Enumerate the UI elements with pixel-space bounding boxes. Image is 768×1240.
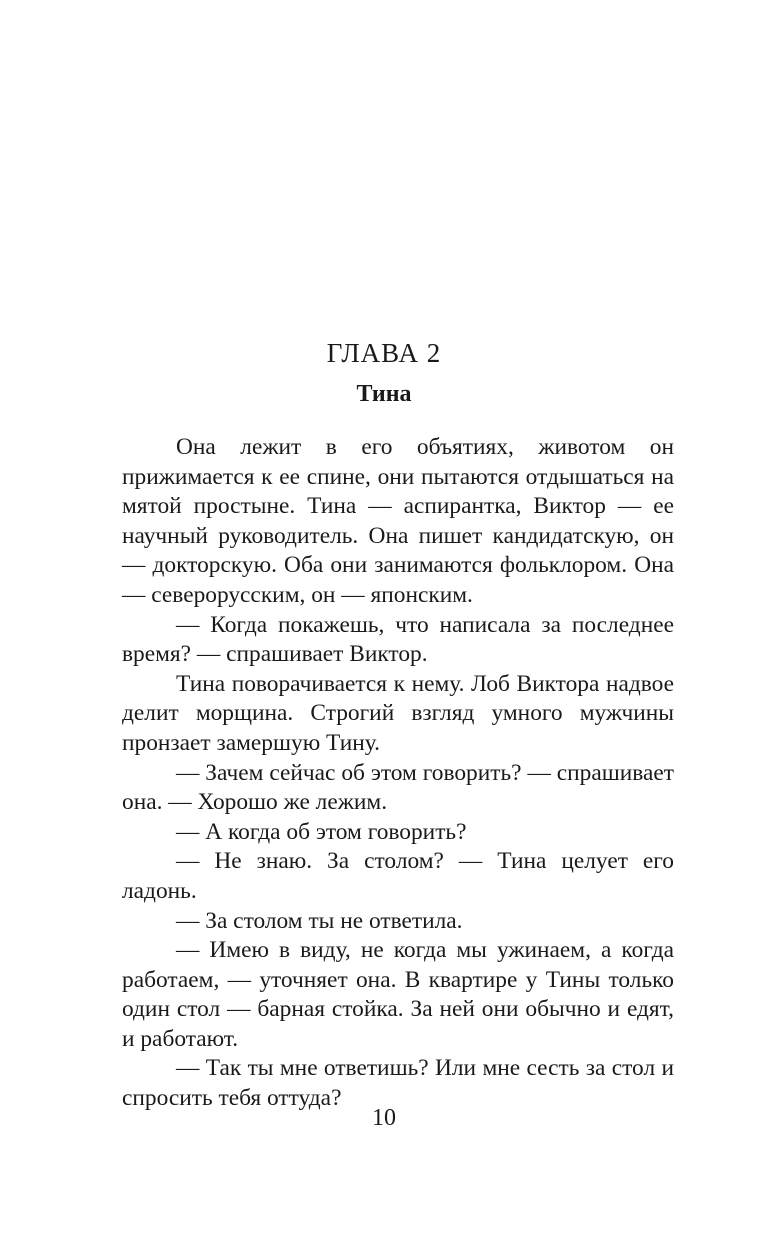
paragraph: — За столом ты не ответила.	[176, 907, 463, 934]
chapter-body	[122, 433, 674, 1114]
paragraph: — Зачем сейчас об этом говорить? — спрашивает она. — Хорошо же лежим.	[122, 759, 674, 816]
paragraph: — А когда об этом говорить?	[176, 818, 467, 845]
paragraph: — Когда покажешь, что написала за последнее время? — спрашивает Виктор.	[122, 611, 674, 668]
paragraph: — Не знаю. За столом? — Тина целует его ладонь.	[122, 848, 674, 904]
paragraph: — Имею в виду, не когда мы ужинаем, а когда работаем, — уточняет она. В квартире у Тины только один стол — барная стойка. За ней они обычно и едят, и работают.	[122, 937, 674, 1052]
paragraph: Она лежит в его объятиях, животом он прижимается к ее спине, они пытаются отдышаться на мятой простыне. Тина — аспирантка, Виктор — ее научный руководитель. Она пишет кандидатскую, он — докторскую. Оба они занимаются фольклором. Она — северорусским, он — японским.	[122, 434, 674, 608]
paragraph: Тина поворачивается к нему. Лоб Виктора надвое делит морщина. Строгий взгляд умного мужчины пронзает замершую Тину.	[122, 670, 674, 756]
page-number: 10	[372, 1105, 396, 1131]
paragraph: — Так ты мне ответишь? Или мне сесть за стол и спросить тебя оттуда?	[122, 1055, 674, 1112]
chapter-title: ГЛАВА 2	[326, 338, 442, 368]
chapter-subtitle: Тина	[356, 381, 412, 407]
